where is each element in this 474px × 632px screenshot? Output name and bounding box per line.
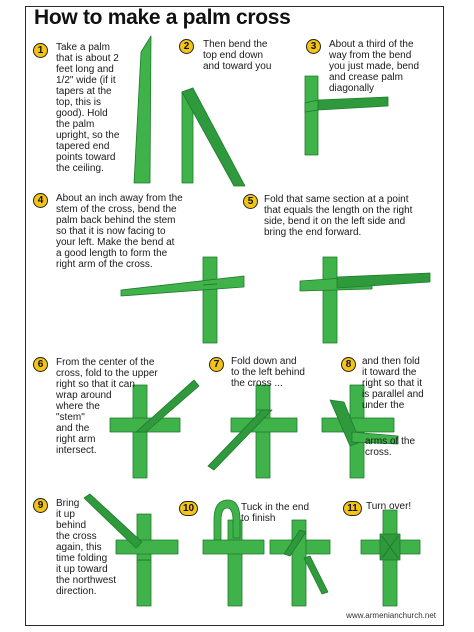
step-3-text: About a third of the way from the bend you just made, bend and crease palm diagonally — [329, 39, 420, 94]
step-3-badge: 3 — [306, 39, 321, 54]
step-4-badge: 4 — [33, 193, 48, 208]
step-2-badge: 2 — [179, 39, 194, 54]
step-5-illustration — [300, 257, 430, 343]
step-7-illustration — [208, 385, 297, 478]
step-1-illustration — [134, 36, 151, 183]
step-2-illustration — [182, 88, 245, 186]
source-credit: www.armenianchurch.net — [346, 611, 436, 620]
step-6-badge: 6 — [33, 357, 48, 372]
page-title: How to make a palm cross — [34, 6, 291, 29]
step-7-badge: 7 — [209, 357, 224, 372]
step-1-text: Take a palm that is about 2 feet long and 1/2" wide (if it tapers at the top, this is good). Hold the palm upright, so the tapered end points toward the ceiling. — [56, 42, 120, 174]
step-2-text: Then bend the top end down and toward you — [203, 39, 272, 72]
step-1-badge: 1 — [33, 43, 48, 58]
step-9-badge: 9 — [33, 498, 48, 513]
step-9-text: Bring it up behind the cross again, this time folding it up toward the northwest direction. — [56, 498, 117, 597]
step-8-text: and then fold it toward the right so that it is parallel and under the — [362, 356, 424, 411]
step-11-illustration — [361, 510, 420, 606]
step-5-text: Fold that same section at a point that equals the length on the right side, bend it on the left side and bring the end forward. — [264, 194, 413, 238]
step-10-text: Tuck in the end to finish — [241, 502, 310, 524]
step-6-text: From the center of the cross, fold to the upper right so that it can wrap around where the "stem" and the right arm intersect. — [56, 357, 158, 456]
step-5-badge: 5 — [243, 194, 258, 209]
step-10-badge: 10 — [179, 501, 198, 516]
step-11-badge: 11 — [343, 501, 362, 516]
step-11-text: Turn over! — [366, 501, 412, 512]
step-8-text-continued: arms of the cross. — [365, 436, 416, 458]
step-7-text: Fold down and to the left behind the cross ... — [231, 356, 305, 389]
step-8-badge: 8 — [341, 357, 356, 372]
step-4-text: About an inch away from the stem of the cross, bend the palm back behind the stem so that it is now facing to your left. Make the bend at a good length to form the right arm of the cross. — [56, 193, 183, 270]
